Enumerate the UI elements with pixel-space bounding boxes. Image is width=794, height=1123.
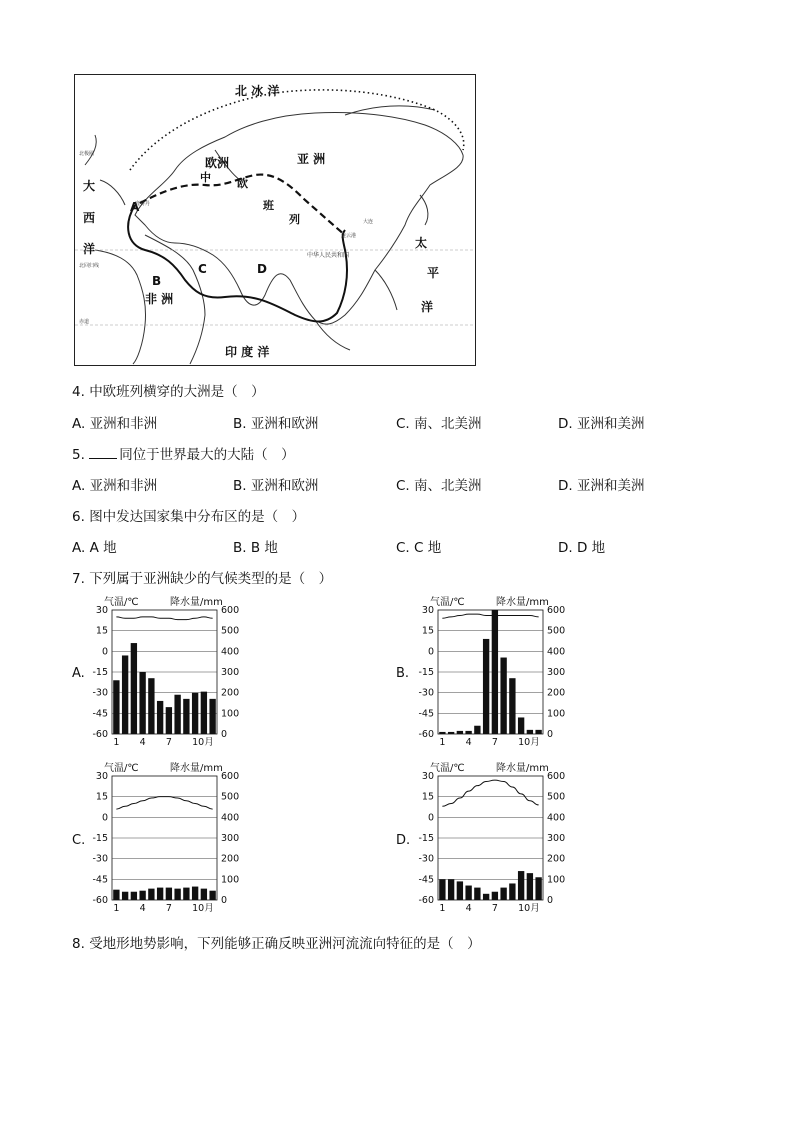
precip-bar bbox=[500, 888, 506, 900]
precip-bar bbox=[518, 871, 524, 900]
precip-bar bbox=[483, 639, 489, 734]
precip-bar bbox=[474, 888, 480, 900]
question-4-text: 中欧班列横穿的大洲是（ ） bbox=[89, 384, 265, 400]
precip-bar bbox=[139, 672, 145, 734]
map-figure bbox=[74, 74, 476, 366]
map-label-arctic-ocean: 北 冰 洋 bbox=[235, 84, 280, 98]
precip-bar bbox=[174, 889, 180, 900]
precip-tick-label: 500 bbox=[221, 625, 240, 637]
temp-tick-label: -60 bbox=[92, 895, 108, 906]
precip-bar bbox=[474, 726, 480, 734]
precip-bar bbox=[113, 890, 119, 900]
precip-axis-title: 降水量/mm bbox=[170, 763, 223, 774]
precip-bar bbox=[148, 678, 154, 734]
map-label-china: 中华人民共和国 bbox=[307, 252, 350, 259]
temp-tick-label: 30 bbox=[95, 771, 108, 782]
precip-bar bbox=[157, 888, 163, 900]
precip-bar bbox=[465, 886, 471, 900]
q4-option-d[interactable]: D. 亚洲和美洲 bbox=[558, 416, 645, 432]
temp-tick-label: 15 bbox=[95, 791, 108, 803]
chart-c-letter[interactable]: C. bbox=[72, 833, 86, 848]
temp-tick-label: 0 bbox=[101, 812, 108, 824]
question-4 bbox=[72, 380, 265, 400]
temp-tick-label: -45 bbox=[92, 874, 108, 886]
precip-tick-label: 0 bbox=[547, 895, 554, 906]
question-8-text: 受地形地势影响，下列能够正确反映亚洲河流流向特征的是（ ） bbox=[89, 936, 481, 952]
month-tick-label: 1 bbox=[113, 903, 120, 914]
climate-chart-svg bbox=[82, 596, 252, 746]
month-tick-label: 10月 bbox=[192, 737, 214, 748]
precip-bar bbox=[448, 732, 454, 734]
precip-tick-label: 600 bbox=[221, 771, 240, 782]
precip-bar bbox=[439, 732, 445, 734]
chart-a-letter[interactable]: A. bbox=[72, 666, 85, 681]
question-5-blank[interactable] bbox=[89, 446, 117, 459]
precip-tick-label: 300 bbox=[221, 833, 240, 844]
question-7-number: 7. bbox=[72, 571, 85, 587]
map-label-europe: 欧洲 bbox=[205, 156, 230, 170]
temp-axis-title: 气温/℃ bbox=[104, 763, 139, 774]
map-label-equator: 赤道 bbox=[79, 319, 90, 325]
precip-tick-label: 100 bbox=[547, 708, 566, 720]
question-5-text: 同位于世界最大的大陆（ ） bbox=[119, 447, 295, 463]
map-label-route-3: 班 bbox=[263, 199, 274, 212]
precip-tick-label: 400 bbox=[547, 812, 566, 824]
precip-tick-label: 100 bbox=[221, 708, 240, 720]
month-tick-label: 1 bbox=[439, 903, 446, 914]
map-label-route-1: 中 bbox=[200, 171, 211, 184]
precip-bar bbox=[483, 894, 489, 900]
temp-tick-label: -45 bbox=[418, 874, 434, 886]
precip-tick-label: 500 bbox=[547, 625, 566, 637]
month-tick-label: 1 bbox=[439, 737, 446, 748]
temp-tick-label: 0 bbox=[427, 646, 434, 658]
precip-tick-label: 200 bbox=[547, 853, 566, 865]
precip-bar bbox=[192, 693, 198, 734]
precip-bar bbox=[122, 892, 128, 900]
precip-bar bbox=[201, 692, 207, 734]
temp-curve bbox=[116, 797, 212, 809]
q6-option-c[interactable]: C. C 地 bbox=[396, 540, 442, 556]
precip-tick-label: 200 bbox=[547, 687, 566, 699]
precip-tick-label: 600 bbox=[547, 771, 566, 782]
precip-axis-title: 降水量/mm bbox=[170, 597, 223, 608]
month-tick-label: 1 bbox=[113, 737, 120, 748]
climate-chart-c bbox=[82, 762, 252, 912]
precip-tick-label: 300 bbox=[547, 833, 566, 844]
temp-axis-title: 气温/℃ bbox=[430, 763, 465, 774]
question-7-text: 下列属于亚洲缺少的气候类型的是（ ） bbox=[89, 571, 333, 587]
q5-option-d[interactable]: D. 亚洲和美洲 bbox=[558, 478, 645, 494]
q5-option-c[interactable]: C. 南、北美洲 bbox=[396, 478, 482, 494]
q5-option-b[interactable]: B. 亚洲和欧洲 bbox=[233, 478, 319, 494]
q4-option-c[interactable]: C. 南、北美洲 bbox=[396, 416, 482, 432]
precip-axis-title: 降水量/mm bbox=[496, 597, 549, 608]
precip-bar bbox=[113, 680, 119, 734]
temp-tick-label: -30 bbox=[418, 687, 434, 699]
precip-bar bbox=[448, 879, 454, 900]
precip-tick-label: 400 bbox=[221, 646, 240, 658]
map-point-a: A bbox=[130, 200, 140, 214]
precip-bar bbox=[535, 730, 541, 734]
question-8-number: 8. bbox=[72, 936, 85, 952]
map-label-arctic-circle: 北极圈 bbox=[79, 151, 95, 157]
precip-bar bbox=[457, 881, 463, 900]
precip-bar bbox=[131, 892, 137, 900]
temp-tick-label: 15 bbox=[421, 791, 434, 803]
precip-tick-label: 400 bbox=[221, 812, 240, 824]
map-label-asia: 亚 洲 bbox=[297, 152, 326, 166]
precip-tick-label: 0 bbox=[221, 895, 228, 906]
temp-tick-label: -15 bbox=[418, 833, 434, 844]
temp-axis-title: 气温/℃ bbox=[104, 597, 139, 608]
question-4-number: 4. bbox=[72, 384, 85, 400]
precip-tick-label: 0 bbox=[221, 729, 228, 740]
precip-bar bbox=[465, 731, 471, 734]
map-label-atlantic-3: 洋 bbox=[83, 242, 96, 256]
temp-tick-label: -15 bbox=[92, 833, 108, 844]
precip-bar bbox=[192, 887, 198, 900]
temp-tick-label: -45 bbox=[418, 708, 434, 720]
climate-chart-d bbox=[408, 762, 578, 912]
temp-tick-label: -30 bbox=[92, 687, 108, 699]
question-5-number: 5. bbox=[72, 447, 85, 463]
temp-tick-label: 30 bbox=[95, 605, 108, 616]
precip-tick-label: 500 bbox=[221, 791, 240, 803]
q6-option-b[interactable]: B. B 地 bbox=[233, 540, 278, 556]
question-8 bbox=[72, 932, 481, 952]
precip-tick-label: 500 bbox=[547, 791, 566, 803]
temp-tick-label: -60 bbox=[418, 895, 434, 906]
month-tick-label: 7 bbox=[491, 903, 498, 914]
temp-tick-label: -60 bbox=[418, 729, 434, 740]
temp-tick-label: -15 bbox=[418, 667, 434, 678]
precip-tick-label: 600 bbox=[221, 605, 240, 616]
map-label-rotterdam: 鹿特丹 bbox=[135, 201, 151, 207]
precip-bar bbox=[457, 731, 463, 734]
precip-bar bbox=[492, 892, 498, 900]
precip-bar bbox=[527, 730, 533, 734]
q5-option-a[interactable]: A. 亚洲和非洲 bbox=[72, 478, 158, 494]
q6-option-a[interactable]: A. A 地 bbox=[72, 540, 117, 556]
precip-bar bbox=[174, 695, 180, 734]
temp-tick-label: 0 bbox=[101, 646, 108, 658]
q4-option-a[interactable]: A. 亚洲和非洲 bbox=[72, 416, 158, 432]
map-label-indian-ocean: 印 度 洋 bbox=[225, 345, 270, 359]
climate-chart-svg bbox=[408, 762, 578, 912]
temp-curve bbox=[442, 780, 538, 806]
climate-chart-b bbox=[408, 596, 578, 746]
precip-bar bbox=[492, 610, 498, 734]
month-tick-label: 7 bbox=[165, 737, 172, 748]
q6-option-d[interactable]: D. D 地 bbox=[558, 540, 606, 556]
precip-tick-label: 400 bbox=[547, 646, 566, 658]
month-tick-label: 7 bbox=[165, 903, 172, 914]
map-label-africa: 非 洲 bbox=[145, 292, 174, 306]
temp-tick-label: 30 bbox=[421, 605, 434, 616]
precip-bar bbox=[439, 879, 445, 900]
temp-axis-title: 气温/℃ bbox=[430, 597, 465, 608]
map-label-atlantic-2: 西 bbox=[83, 211, 96, 225]
climate-chart-svg bbox=[82, 762, 252, 912]
precip-bar bbox=[183, 888, 189, 900]
precip-bar bbox=[201, 889, 207, 900]
precip-bar bbox=[527, 873, 533, 900]
month-tick-label: 4 bbox=[465, 903, 472, 914]
temp-tick-label: -45 bbox=[92, 708, 108, 720]
precip-bar bbox=[139, 891, 145, 900]
chart-b-letter[interactable]: B. bbox=[396, 666, 410, 681]
question-5 bbox=[72, 443, 295, 463]
question-7 bbox=[72, 567, 332, 587]
map-point-d: D bbox=[257, 262, 267, 276]
precip-tick-label: 300 bbox=[221, 667, 240, 678]
map-point-b: B bbox=[152, 274, 162, 288]
temp-tick-label: -15 bbox=[92, 667, 108, 678]
map-label-pacific-2: 平 bbox=[427, 266, 440, 280]
map-label-tropic: 北回归线 bbox=[79, 263, 100, 269]
climate-chart-a bbox=[82, 596, 252, 746]
precip-tick-label: 100 bbox=[221, 874, 240, 886]
month-tick-label: 10月 bbox=[518, 737, 540, 748]
temp-tick-label: 0 bbox=[427, 812, 434, 824]
precip-tick-label: 200 bbox=[221, 853, 240, 865]
precip-bar bbox=[131, 643, 137, 734]
temp-tick-label: 30 bbox=[421, 771, 434, 782]
map-label-route-4: 列 bbox=[289, 213, 300, 226]
temp-tick-label: -30 bbox=[418, 853, 434, 865]
month-tick-label: 4 bbox=[465, 737, 472, 748]
precip-bar bbox=[157, 701, 163, 734]
map-label-pacific-3: 洋 bbox=[421, 300, 434, 314]
eurasia-map bbox=[75, 75, 475, 365]
precip-tick-label: 0 bbox=[547, 729, 554, 740]
precip-bar bbox=[166, 888, 172, 900]
precip-bar bbox=[166, 707, 172, 734]
precip-bar bbox=[148, 889, 154, 900]
map-label-lianyungang: 连云港 bbox=[341, 233, 357, 239]
month-tick-label: 4 bbox=[139, 737, 146, 748]
month-tick-label: 4 bbox=[139, 903, 146, 914]
month-tick-label: 10月 bbox=[518, 903, 540, 914]
precip-bar bbox=[509, 678, 515, 734]
map-label-route-2: 欧 bbox=[237, 177, 248, 190]
precip-bar bbox=[209, 891, 215, 900]
precip-tick-label: 600 bbox=[547, 605, 566, 616]
map-label-atlantic-1: 大 bbox=[83, 179, 96, 193]
precip-bar bbox=[183, 699, 189, 734]
chart-d-letter[interactable]: D. bbox=[396, 833, 411, 848]
climate-chart-svg bbox=[408, 596, 578, 746]
precip-axis-title: 降水量/mm bbox=[496, 763, 549, 774]
map-label-dalian: 大连 bbox=[363, 219, 374, 225]
precip-bar bbox=[500, 658, 506, 734]
precip-bar bbox=[518, 717, 524, 734]
temp-tick-label: -30 bbox=[92, 853, 108, 865]
month-tick-label: 7 bbox=[491, 737, 498, 748]
question-6 bbox=[72, 505, 305, 525]
precip-bar bbox=[509, 883, 515, 900]
q4-option-b[interactable]: B. 亚洲和欧洲 bbox=[233, 416, 319, 432]
temp-curve bbox=[442, 614, 538, 618]
map-point-c: C bbox=[198, 262, 207, 276]
temp-tick-label: 15 bbox=[95, 625, 108, 637]
precip-bar bbox=[122, 655, 128, 734]
precip-tick-label: 300 bbox=[547, 667, 566, 678]
question-6-text: 图中发达国家集中分布区的是（ ） bbox=[89, 509, 306, 525]
precip-bar bbox=[535, 877, 541, 900]
map-label-pacific-1: 太 bbox=[415, 236, 428, 250]
precip-tick-label: 200 bbox=[221, 687, 240, 699]
temp-tick-label: 15 bbox=[421, 625, 434, 637]
precip-tick-label: 100 bbox=[547, 874, 566, 886]
question-6-number: 6. bbox=[72, 509, 85, 525]
temp-curve bbox=[116, 617, 212, 620]
precip-bar bbox=[209, 699, 215, 734]
month-tick-label: 10月 bbox=[192, 903, 214, 914]
temp-tick-label: -60 bbox=[92, 729, 108, 740]
